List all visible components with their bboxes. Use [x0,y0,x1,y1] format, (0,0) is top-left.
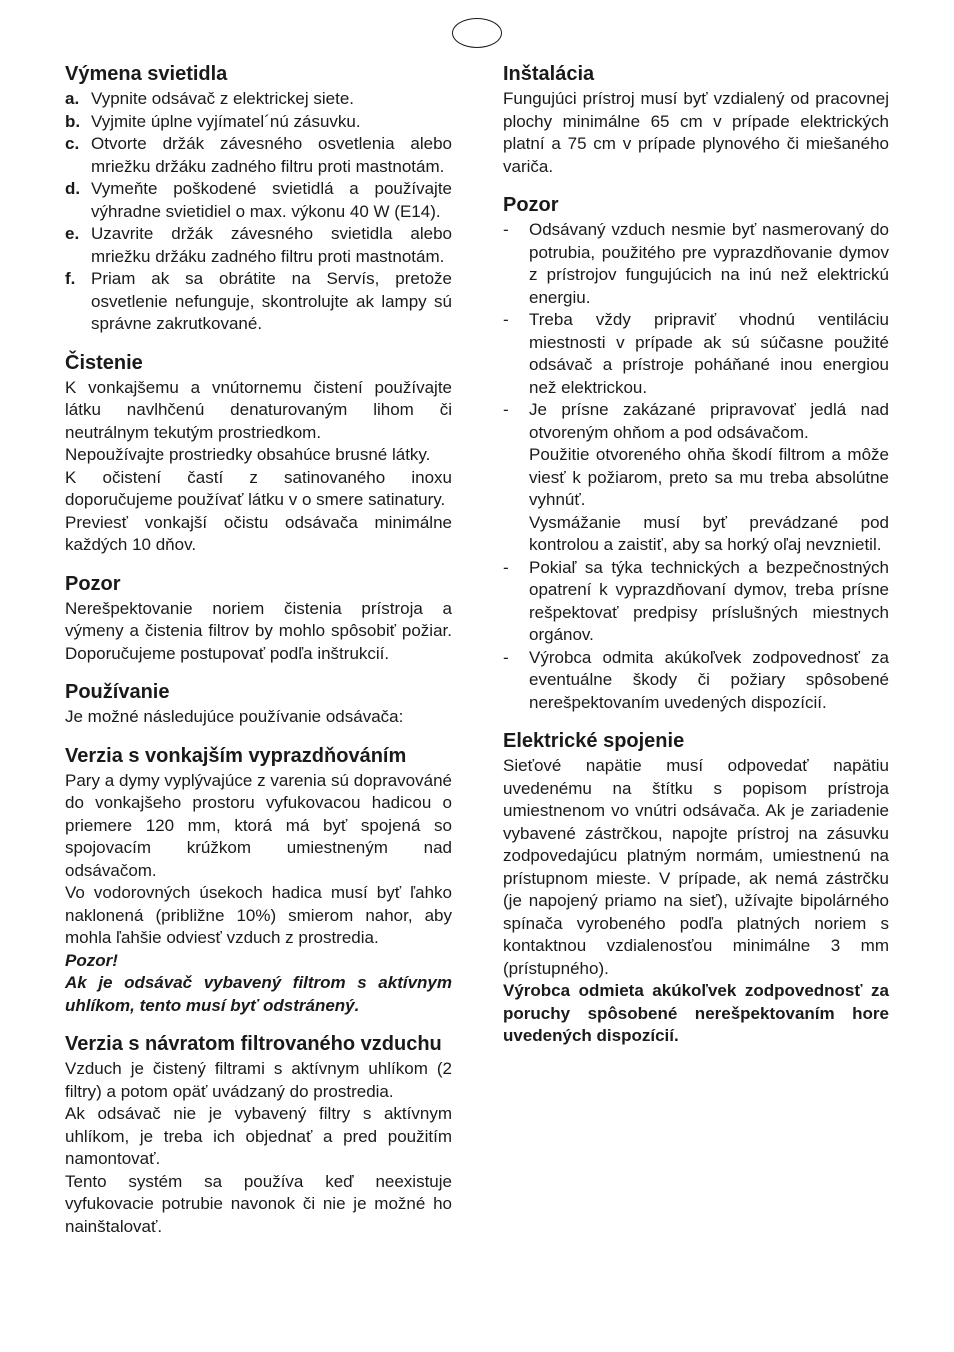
warning-text: Ak je odsávač vybavený filtrom s aktívnym uhlíkom, tento musí byť odstránený. [65,973,452,1015]
paragraph: Tento systém sa používa keď neexistuje vyfukovacie potrubie navonok či nie je možné ho nainštalovať. [65,1171,452,1236]
list-item [503,309,889,399]
list-item-text: Použitie otvoreného ohňa škodí filtrom a môže viesť k požiarom, preto sa mu treba absolútne vyhnúť. [529,445,889,509]
list-item-text: Uzavrite držák závesného svietidla alebo mriežku držáku zadného filtru proti mastnotám. [91,224,452,266]
section-heading: Verzia s návratom filtrovaného vzduchu [65,1033,442,1055]
list-item [503,219,889,309]
section-pozor [65,570,452,666]
right-column [503,60,889,1061]
list-item [503,444,889,512]
paragraph: Pary a dymy vyplývajúce z varenia sú dopravováné do vonkajšeho prostoru vyfukovacou hadicou o priemere 120 mm, ktorá má byť spojená so spojovacím krúžkom umiestneným nad odsávačom. [65,770,452,880]
list-item-text: Treba vždy pripraviť vhodnú ventiláciu miestnosti v prípade ak sú súčasne použité odsávač a prístroje poháňané inou energiou než elektrickou. [529,310,889,397]
paragraph: Previesť vonkajší očistu odsávača minimálne každých 10 dňov. [65,512,452,554]
section-elektricke-spojenie [503,727,889,1048]
list-marker: c. [65,134,80,153]
section-verzia-s-navratom-filtrovaneho-vzduchu [65,1030,452,1238]
list-marker: d. [65,179,81,198]
section-heading: Inštalácia [503,63,595,85]
dash-list [503,219,889,714]
paragraph: Sieťové napätie musí odpovedať napätiu uvedenému na štítku s popisom prístroja umiestnenom vo vnútri odsávača. Ak je zariadenie vybavené zástrčkou, napojte prístroj na zásuvku zodpovedajúcu platným normám, umiestnenú na prístupnom mieste. V prípade, ak nemá zástrčku (je napojený priamo na sieť), užívajte bipolárného spínača vyrobeného podľa platných noriem s kontaktnou vzdialenosťou minimálne 3 mm (prístupného). [503,756,889,978]
list-marker: e. [65,224,80,243]
list-item [65,178,452,223]
paragraph: Vzduch je čistený filtrami s aktívnym uhlíkom (2 filtry) a potom opäť uvádzaný do prostredia. [65,1059,452,1101]
page-marker-oval [452,18,502,48]
section-instalacia [503,60,889,178]
list-item-text: Vymeňte poškodené svietidlá a používajte výhradne svietidiel o max. výkonu 40 W (E14). [91,179,452,221]
list-marker: b. [65,111,81,131]
paragraph: Vo vodorovných úsekoch hadica musí byť ľahko naklonená (približne 10%) smierom nahor, aby mohla ľahšie odviesť vzduch z prostredia. [65,883,452,947]
section-pozor [503,191,889,714]
list-item-text: Je prísne zakázané pripravovať jedlá nad otvoreným ohňom a pod odsávačom. [529,400,889,442]
section-pouzivanie [65,678,452,729]
paragraph: Fungujúci prístroj musí byť vzdialený od pracovnej plochy minimálne 65 cm v prípade elektrických platní a 75 cm v prípade plynového či miešaného variča. [503,89,889,176]
list-item-text: Pokiaľ sa týka technických a bezpečnostných opatrení k vyprazdňovaní dymov, treba prísne rešpektovať predpisy príslušných miestnych orgánov. [529,557,889,644]
list-item-text: Vysmážanie musí byť prevádzané pod kontrolou a zaistiť, aby sa horký oľaj nevznietil. [529,512,889,554]
list-item [65,268,452,336]
list-marker: - [503,647,509,667]
list-item-text: Odsávaný vzduch nesmie byť nasmerovaný do potrubia, použitého pre vyprazdňovanie dymov z prístrojov fungujúcich na inú než elektrickú energiu. [529,220,889,307]
disclaimer-text: Výrobca odmieta akúkoľvek zodpovednosť za poruchy spôsobené nerešpektovaním hore uvedených dispozícií. [503,981,889,1045]
section-heading: Výmena svietidla [65,63,228,85]
section-heading: Verzia s vonkajším vyprazdňováním [65,744,407,767]
section-heading: Pozor [503,194,559,216]
list-marker: f. [65,269,76,288]
paragraph: Nerešpektovanie noriem čistenia prístroja a výmeny a čistenia filtrov by mohlo spôsobiť požiar. Doporučujeme postupovať podľa inštrukcií. [65,598,452,663]
list-marker: a. [65,89,80,108]
list-item-text: Otvorte držák závesného osvetlenia alebo mriežku držáku zadného filtru proti mastnotám. [91,134,452,176]
lettered-list [65,88,452,336]
list-item [65,88,452,111]
list-item-text: Priam ak sa obrátite na Servís, pretože osvetlenie nefunguje, skontrolujte ak lampy sú správne zakrutkované. [91,269,452,333]
section-heading: Používanie [65,681,170,703]
list-item-text: Vypnite odsávač z elektrickej siete. [91,89,354,108]
paragraph: Ak odsávač nie je vybavený filtry s aktívnym uhlíkom, je treba ich objednať a pred použitím namontovať. [65,1104,452,1168]
list-item-text: Výrobca odmita akúkoľvek zodpovednosť za eventuálne škody či požiary spôsobené nerešpektovaním uvedených dispozícií. [529,647,889,712]
section-heading: Čistenie [65,351,143,374]
paragraph: K očistení častí z satinovaného inoxu doporučujeme používať látku v o smere satinatury. [65,467,452,509]
list-marker: - [503,400,509,419]
left-column [65,60,452,1251]
paragraph: Je možné následujúce používanie odsávača: [65,707,404,726]
list-item-text: Vyjmite úplne vyjímatel´nú zásuvku. [91,111,361,131]
paragraph: K vonkajšemu a vnútornemu čistení používajte látku navlhčenú denaturovaným lihom či neutrálnym tekutým prostriedkom. [65,377,452,442]
warning-text: Pozor! [65,950,118,970]
list-item [65,111,452,134]
list-marker: - [503,310,509,329]
paragraph: Nepoužívajte prostriedky obsahúce brusné látky. [65,445,431,464]
section-verzia-s-vonkajsim-vyprazdnovanim [65,742,452,1018]
list-item [503,557,889,647]
list-marker: - [503,220,509,239]
list-item [503,512,889,557]
list-marker: - [503,557,509,577]
section-cistenie [65,349,452,557]
list-item [65,133,452,178]
list-item [503,399,889,444]
section-heading: Elektrické spojenie [503,730,685,752]
list-item [65,223,452,268]
list-item [503,647,889,715]
section-vymena-svietidla [65,60,452,336]
section-heading: Pozor [65,572,121,595]
